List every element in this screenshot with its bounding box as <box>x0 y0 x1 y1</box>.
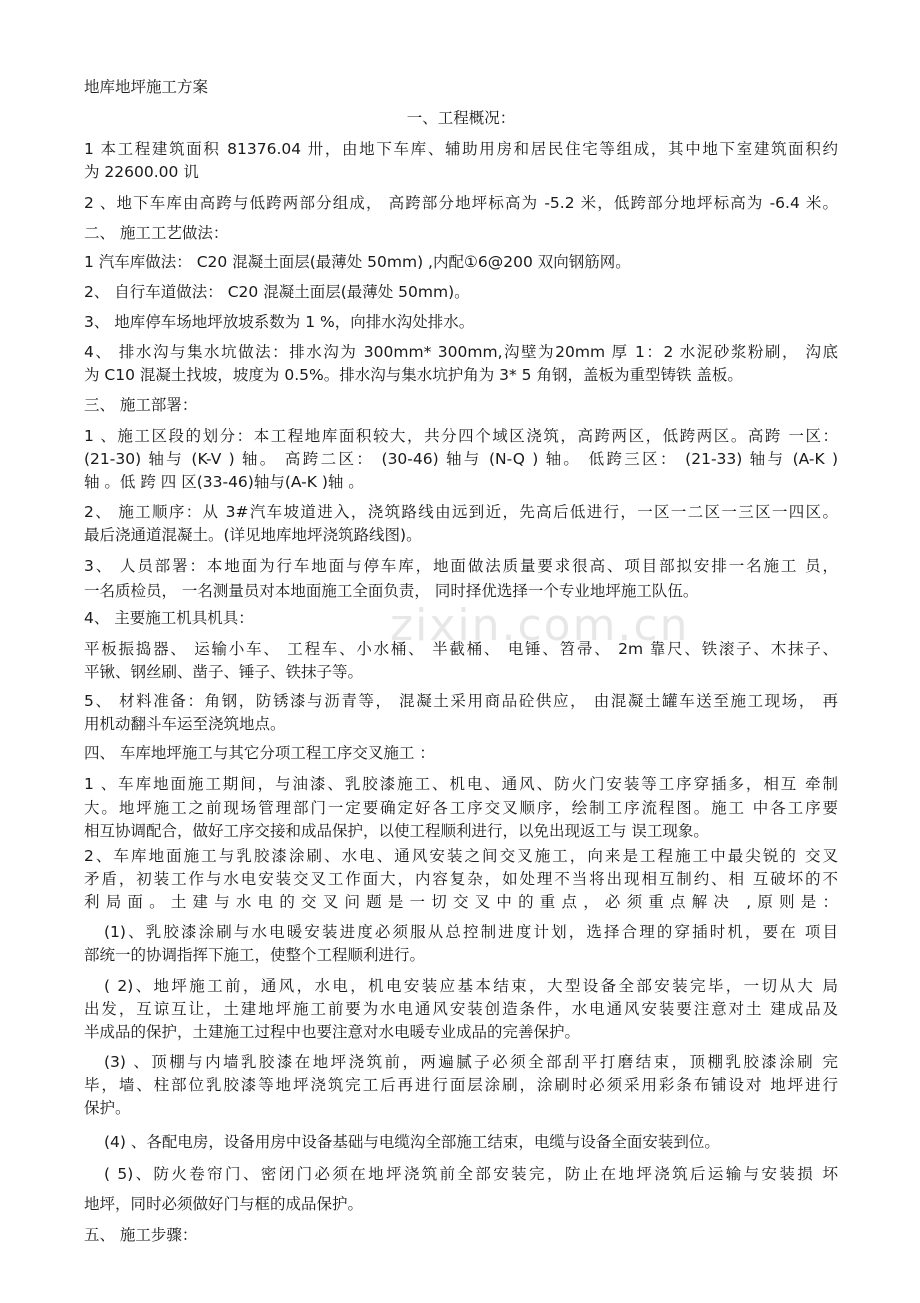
paragraph-line: 部统一的协调指挥下施工，使整个工程顺利进行。 <box>84 946 426 964</box>
paragraph-line: 2、 施工顺序：从 3#汽车坡道进入，浇筑路线由远到近，先高后低进行，一区一二区一三区一四区。 <box>84 503 838 521</box>
paragraph-line: (1)、乳胶漆涂刷与水电暖安装进度必须服从总控制进度计划，选择合理的穿插时机，要在 项目 <box>104 923 838 941</box>
paragraph-line: 2 、地下车库由高跨与低跨两部分组成， 高跨部分地坪标高为 -5.2 米，低跨部分地坪标高为 -6.4 米。 <box>84 194 838 212</box>
paragraph-line: 1 汽车库做法： C20 混凝土面层(最薄处 50mm) ,内配①6@200 双向钢筋网。 <box>84 253 631 271</box>
paragraph-line: 1 本工程建筑面积 81376.04 卅，由地下车库、辅助用房和居民住宅等组成，其中地下室建筑面积约 <box>84 140 838 158</box>
paragraph-line: 矛盾，初装工作与水电安装交叉工作面大，内容复杂，如处理不当将出现相互制约、相 互破坏的不 <box>84 870 838 888</box>
paragraph-line: 4、 排水沟与集水坑做法：排水沟为 300mm* 300mm,沟壁为20mm 厚 1：2 水泥砂浆粉刷， 沟底 <box>84 343 838 361</box>
paragraph-line: 平锹、钢丝刷、凿子、锤子、铁抹子等。 <box>84 663 364 681</box>
paragraph-line: ( 2)、地坪施工前，通风，水电，机电安装应基本结束，大型设备全部安装完毕，一切从大 局 <box>104 977 838 995</box>
paragraph-line: 用机动翻斗车运至浇筑地点。 <box>84 715 286 733</box>
document-title: 地库地坪施工方案 <box>84 78 209 96</box>
watermark: zixin.com.cn <box>390 600 690 651</box>
section-heading: 二、 施工工艺做法： <box>84 224 229 242</box>
paragraph-line: 5、 材料准备：角钢，防锈漆与沥青等， 混凝土采用商品砼供应， 由混凝土罐车送至施工现场， 再 <box>84 692 838 710</box>
paragraph-line: 相互协调配合，做好工序交接和成品保护，以使工程顺利进行，以免出现返工与 误工现象。 <box>84 822 709 840</box>
section-heading: 五、 施工步骤： <box>84 1226 198 1244</box>
section-heading: 四、 车库地坪施工与其它分项工程工序交叉施工 ： <box>84 744 435 762</box>
paragraph-line: 为 22600.00 讥 <box>84 163 199 181</box>
paragraph-line: 出发，互谅互让，土建地坪施工前要为水电通风安装创造条件，水电通风安装要注意对土 建成品及 <box>84 1000 838 1018</box>
section-heading: 一、工程概况： <box>406 109 516 127</box>
paragraph-line: 毕，墙、柱部位乳胶漆等地坪浇筑完工后再进行面层涂刷，涂刷时必须采用彩条布铺设对 地坪进行 <box>84 1076 838 1094</box>
paragraph-line: 半成品的保护，土建施工过程中也要注意对水电暖专业成品的完善保护。 <box>84 1023 581 1041</box>
paragraph-line: 轴 。低 跨 四 区(33-46)轴与(A-K )轴 。 <box>84 473 364 491</box>
paragraph-line: 利局面。土建与水电的交叉问题是一切交叉中的重点，必须重点解决 ,原则是： <box>84 893 838 911</box>
paragraph-line: 最后浇通道混凝土。(详见地库地坪浇筑路线图)。 <box>84 526 422 544</box>
paragraph-line: 1 、施工区段的划分：本工程地库面积较大，共分四个域区浇筑，高跨两区，低跨两区。高跨 一区： <box>84 427 838 445</box>
paragraph-line: 大。地坪施工之前现场管理部门一定要确定好各工序交叉顺序，绘制工序流程图。施工 中各工序要 <box>84 799 838 817</box>
paragraph-line: 3、 地库停车场地坪放坡系数为 1 %，向排水沟处排水。 <box>84 313 475 331</box>
paragraph-line: (21-30) 轴与 (K-V ) 轴。 高跨二区： (30-46) 轴与 (N-Q ) 轴。 低跨三区： (21-33) 轴与 (A-K ) <box>84 450 838 468</box>
paragraph-line: 4、 主要施工机具机具： <box>84 609 254 627</box>
paragraph-line: 为 C10 混凝土找坡，坡度为 0.5%。排水沟与集水坑护角为 3* 5 角钢，盖板为重型铸铁 盖板。 <box>84 366 743 384</box>
paragraph-line: 2、 自行车道做法： C20 混凝土面层(最薄处 50mm)。 <box>84 283 470 301</box>
paragraph-line: (4) 、各配电房，设备用房中设备基础与电缆沟全部施工结束，电缆与设备全面安装到位。 <box>104 1133 720 1151</box>
paragraph-line: 平板振捣器、 运输小车、 工程车、小水桶、 半截桶、 电锤、笤帚、 2m 靠尺、铁滚子、木抹子、 <box>84 640 838 658</box>
paragraph-line: 2、车库地面施工与乳胶漆涂刷、水电、通风安装之间交叉施工，向来是工程施工中最尖锐的 交叉 <box>84 847 838 865</box>
paragraph-line: 3、 人员部署：本地面为行车地面与停车库，地面做法质量要求很高、项目部拟安排一名施工 员， <box>84 557 838 575</box>
paragraph-line: 保护。 <box>84 1099 131 1117</box>
section-heading: 三、 施工部署： <box>84 396 198 414</box>
paragraph-line: 地坪，同时必须做好门与框的成品保护。 <box>84 1195 364 1213</box>
paragraph-line: 1 、车库地面施工期间，与油漆、乳胶漆施工、机电、通风、防火门安装等工序穿插多，相互 牵制 <box>84 775 838 793</box>
paragraph-line: ( 5)、防火卷帘门、密闭门必须在地坪浇筑前全部安装完，防止在地坪浇筑后运输与安装损 坏 <box>104 1165 838 1183</box>
paragraph-line: 一名质检员， 一名测量员对本地面施工全面负责， 同时择优选择一个专业地坪施工队伍。 <box>84 582 699 600</box>
paragraph-line: (3) 、顶棚与内墙乳胶漆在地坪浇筑前，两遍腻子必须全部刮平打磨结束，顶棚乳胶漆涂刷 完 <box>104 1053 838 1071</box>
